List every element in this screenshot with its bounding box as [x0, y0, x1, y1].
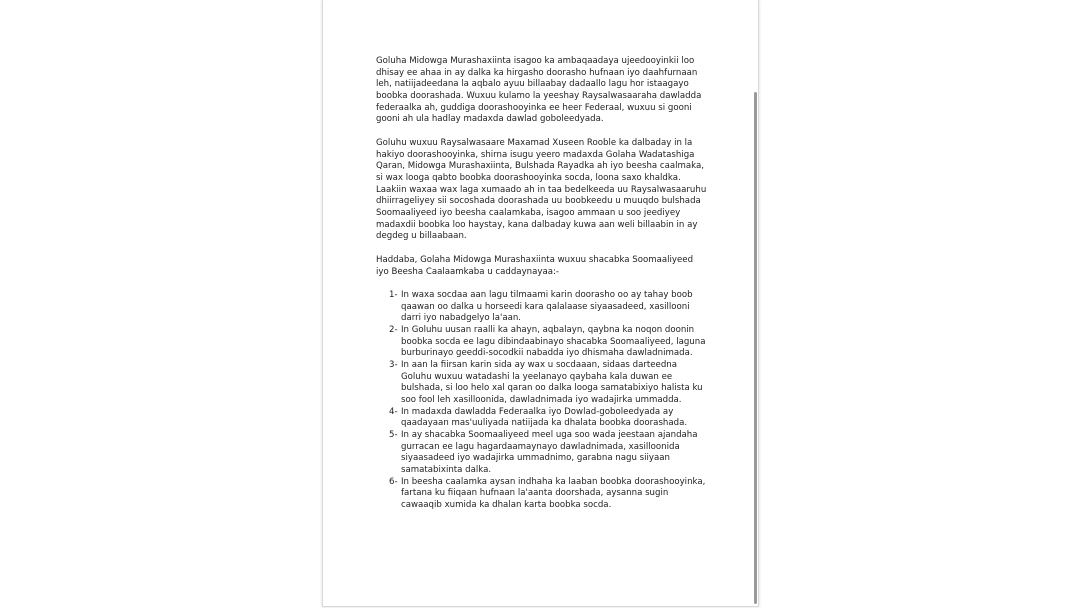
list-item: [389, 477, 708, 512]
list-item: [389, 325, 708, 360]
list-item-text: In waxa socdaa aan lagu tilmaami karin doorasho oo ay tahay boob qaawan oo dalka u horseedi kara qalalaase siyaasadeed, xasillooni darri iyo nabadgelyo la'aan.: [401, 290, 693, 324]
vertical-scrollbar[interactable]: [754, 92, 757, 604]
list-item-number: 4-: [389, 406, 398, 417]
list-item-text: In aan la fiirsan karin sida ay wax u socdaaan, sidaas darteedna Goluhu wuxuu watadashi la yeelanayo qaybaha kala duwan ee bulshada, si loo helo xal qaran oo dalka looga samatabixiyo halista ku soo fool leh xasilloonida, dawladnimada iyo wadajirka ummadda.: [401, 360, 703, 406]
document-body: [376, 56, 708, 512]
list-item-text: In beesha caalamka aysan indhaha ka laaban boobka doorashooyinka, fartana ku fiiqaan hufnaan la'aanta doorshada, aysanna sugin cawaaqib xumida ka dhalan karta boobka socda.: [401, 476, 706, 510]
paragraph: Goluhu wuxuu Raysalwasaare Maxamad Xuseen Rooble ka dalbaday in la hakiyo doorashooyinka, shirna isugu yeero madaxda Golaha Wadatashiga Qaran, Midowga Murashaxiinta, Bulshada Rayadka ah iyo beesha caalmaka, si wax looga qabto boobka doorashooyinka socda, loona saxo khaldka. Laakiin waxaa wax laga xumaado ah in taa bedelkeeda uu Raysalwasaaruhu dhiirrageliyey sii socoshada doorashada uu boobkeedu u muuqdo bulshada Soomaaliyeed iyo beesha caalamkaba, isagoo ammaan u soo jeediyey madaxdii boobka loo haystay, kana dalbaday kuwa aan weli billaabin in ay degdeg u billaabaan.: [376, 137, 707, 242]
list-item-number: 3-: [389, 360, 398, 371]
list-item: [389, 407, 708, 430]
list-item-text: In Goluhu uusan raalli ka ahayn, aqbalayn, qaybna ka noqon doonin boobka socda ee lagu dibindaabinayo shacabka Soomaaliyeed, laguna burburinayo geeddi-socodkii nabadda iyo dhismaha dawladnimada.: [401, 325, 706, 359]
list-item-number: 2-: [389, 325, 398, 336]
numbered-list: [376, 290, 708, 511]
list-item: [389, 290, 708, 325]
list-item-number: 5-: [389, 430, 398, 441]
list-item-text: In madaxda dawladda Federaalka iyo Dowlad-goboleedyada ay qaadayaan mas'uuliyada natiijada ka dhalata boobka doorashada.: [401, 406, 688, 429]
list-item-number: 1-: [389, 290, 398, 301]
list-item: [389, 430, 708, 477]
document-page: [322, 0, 759, 607]
list-item: [389, 360, 708, 407]
paragraph: Goluha Midowga Murashaxiinta isagoo ka ambaqaadaya ujeedooyinkii loo dhisay ee ahaa in ay dalka ka hirgasho doorasho hufnaan iyo daahfurnaan leh, natiijadeedana la aqbalo ayuu billaabay dadaallo lagu hor istaagayo boobka doorashada. Wuxuu kulamo la yeeshay Raysalwasaaraha dawladda federaalka ah, guddiga doorashooyinka ee heer Federaal, wuxuu si gooni gooni ah ula hadlay madaxda dawlad goboleedyada.: [376, 56, 702, 125]
list-item-number: 6-: [389, 476, 398, 487]
list-item-text: In ay shacabka Soomaaliyeed meel uga soo wada jeestaan ajandaha gurracan ee lagu hagardaamaynayo dawladnimada, xasilloonida siyaasadeed iyo wadajirka ummadnimo, garabna nagu siiyaan samatabixinta dalka.: [401, 430, 698, 475]
paragraph: Haddaba, Golaha Midowga Murashaxiinta wuxuu shacabka Soomaaliyeed iyo Beesha Caalaamkaba u caddaynayaa:-: [376, 254, 694, 277]
